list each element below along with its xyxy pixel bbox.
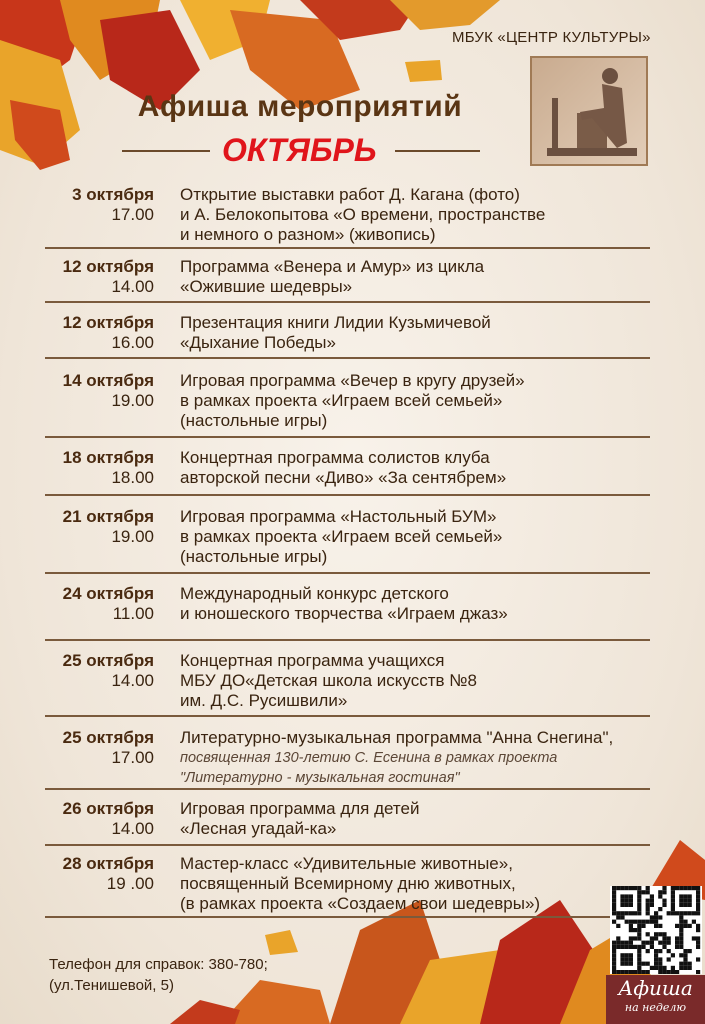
page-title: Афиша мероприятий <box>137 90 463 123</box>
event-line: им. Д.С. Русишвили» <box>180 691 348 710</box>
event-description <box>180 651 477 711</box>
event-line: «Дыхание Победы» <box>180 333 336 352</box>
event-description <box>180 313 491 353</box>
event-line: (настольные игры) <box>180 411 328 430</box>
event-line: Международный конкурс детского <box>180 584 449 603</box>
event-time: 19.00 <box>111 527 154 546</box>
qr-label <box>606 975 705 1024</box>
month-heading: ОКТЯБРЬ <box>222 132 377 168</box>
event-description <box>180 854 540 914</box>
event-line: Мастер-класс «Удивительные животные», <box>180 854 513 873</box>
title-rule-right <box>395 150 480 152</box>
event-separator <box>45 844 650 846</box>
event-time: 14.00 <box>111 277 154 296</box>
event-line: и немного о разном» (живопись) <box>180 225 436 244</box>
event-separator <box>45 916 650 918</box>
event-line: в рамках проекта «Играем всей семьей» <box>180 527 503 546</box>
event-line: "Литературно - музыкальная гостиная" <box>180 770 460 786</box>
event-date: 12 октября <box>62 257 154 276</box>
event-line: в рамках проекта «Играем всей семьей» <box>180 391 503 410</box>
event-separator <box>45 715 650 717</box>
event-line: Открытие выставки работ Д. Кагана (фото) <box>180 185 520 204</box>
event-description <box>180 448 506 488</box>
event-date: 3 октября <box>72 185 154 204</box>
qr-label-main: Афиша <box>618 976 693 1000</box>
event-date: 12 октября <box>62 313 154 332</box>
event-date: 26 октября <box>62 799 154 818</box>
event-separator <box>45 639 650 641</box>
event-line: авторской песни «Диво» «За сентябрем» <box>180 468 507 487</box>
event-line: Игровая программа для детей <box>180 799 420 818</box>
event-description <box>180 371 525 431</box>
event-separator <box>45 788 650 790</box>
event-line: «Ожившие шедевры» <box>180 277 353 296</box>
event-date: 24 октября <box>62 584 154 603</box>
event-line: «Лесная угадай-ка» <box>180 819 337 838</box>
event-date: 18 октября <box>62 448 154 467</box>
event-line: Концертная программа солистов клуба <box>180 448 490 467</box>
contact-info <box>49 954 268 996</box>
event-line: Программа «Венера и Амур» из цикла <box>180 257 485 276</box>
qr-code[interactable] <box>610 886 702 974</box>
event-line: Концертная программа учащихся <box>180 651 445 670</box>
event-date: 14 октября <box>62 371 154 390</box>
title-rule-left <box>122 150 210 152</box>
event-line: посвященная 130-летию С. Есенина в рамках проекта <box>180 750 558 766</box>
event-description <box>180 584 508 624</box>
event-description <box>180 257 484 297</box>
event-time: 18.00 <box>111 468 154 487</box>
event-time: 11.00 <box>112 604 154 623</box>
event-date: 25 октября <box>62 651 154 670</box>
event-line: МБУ ДО«Детская школа искусств №8 <box>180 671 477 690</box>
event-separator <box>45 247 650 249</box>
event-line: Игровая программа «Настольный БУМ» <box>180 507 497 526</box>
event-line: (настольные игры) <box>180 547 328 566</box>
event-date: 21 октября <box>62 507 154 526</box>
event-line: Презентация книги Лидии Кузьмичевой <box>180 313 491 332</box>
address-text: (ул.Тенишевой, 5) <box>49 977 174 994</box>
event-separator <box>45 436 650 438</box>
event-time: 14.00 <box>111 819 154 838</box>
event-time: 17.00 <box>111 748 154 767</box>
event-line: (в рамках проекта «Создаем свои шедевры») <box>180 894 541 913</box>
event-line: Игровая программа «Вечер в кругу друзей» <box>180 371 525 390</box>
qr-label-sub: на неделю <box>624 1001 687 1014</box>
event-time: 14.00 <box>111 671 154 690</box>
event-line: и А. Белокопытова «О времени, пространстве <box>180 205 546 224</box>
event-time: 19.00 <box>111 391 154 410</box>
event-line: посвященный Всемирному дню животных, <box>180 874 516 893</box>
event-separator <box>45 494 650 496</box>
event-time: 16.00 <box>111 333 154 352</box>
event-time: 19 .00 <box>106 874 154 893</box>
event-description <box>180 799 419 839</box>
event-separator <box>45 301 650 303</box>
qr-pattern <box>610 886 702 974</box>
event-separator <box>45 357 650 359</box>
organization-name: МБУК «ЦЕНТР КУЛЬТУРЫ» <box>452 29 651 46</box>
event-line: Литературно-музыкальная программа "Анна Снегина", <box>180 728 614 747</box>
event-line: и юношеского творчества «Играем джаз» <box>180 604 508 623</box>
event-description <box>180 507 502 567</box>
event-description <box>180 185 545 245</box>
event-separator <box>45 572 650 574</box>
event-description <box>180 728 613 788</box>
event-date: 28 октября <box>62 854 154 873</box>
phone-text: Телефон для справок: 380-780; <box>49 956 268 973</box>
event-date: 25 октября <box>62 728 154 747</box>
event-time: 17.00 <box>111 205 154 224</box>
